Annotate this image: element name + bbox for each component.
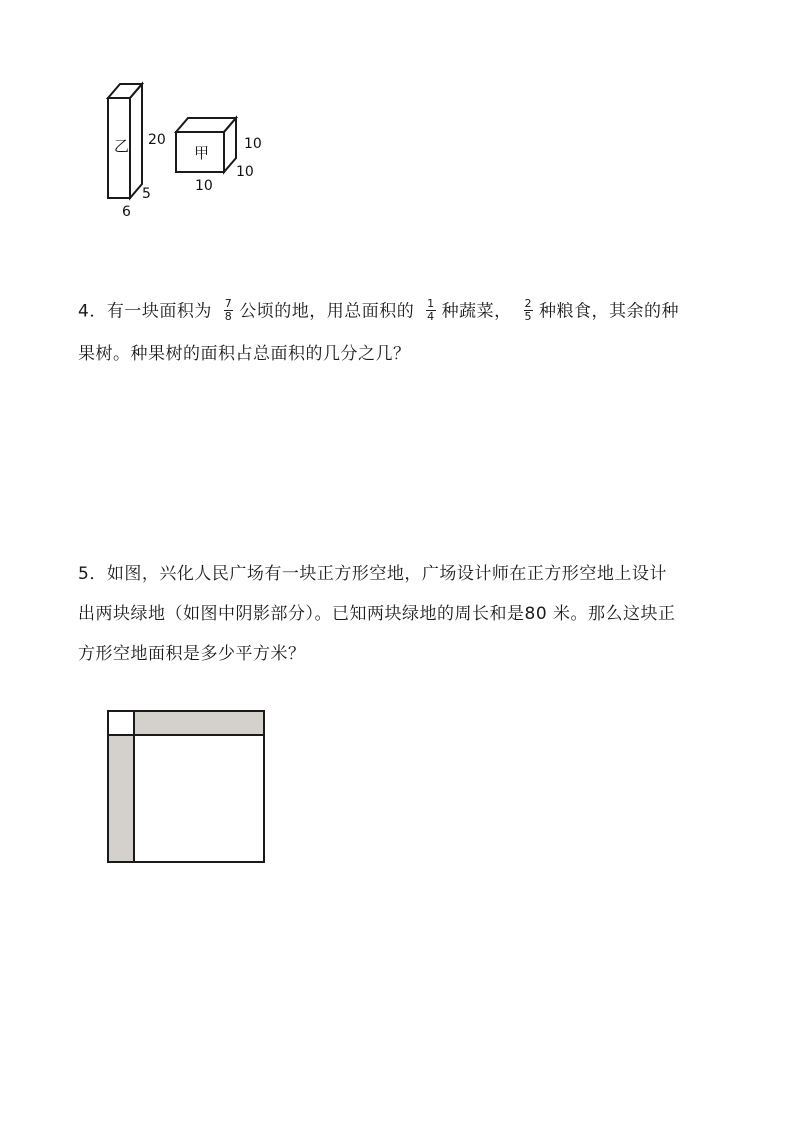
problem5-line3: 方形空地面积是多少平方米？ bbox=[78, 644, 306, 664]
shaded-strip-left bbox=[108, 735, 134, 862]
fraction-vegetable-denominator: 4 bbox=[427, 310, 435, 323]
cube-jia-depth-label: 10 bbox=[236, 164, 254, 180]
problem4-number: 4． bbox=[78, 301, 107, 322]
fraction-grain-numerator: 2 bbox=[524, 297, 533, 310]
fraction-vegetable bbox=[426, 298, 436, 323]
problem4-text-b: 公顷的地，用总面积的 bbox=[239, 301, 415, 322]
cuboid-yi-height-label: 20 bbox=[148, 132, 166, 148]
fraction-vegetable-numerator: 1 bbox=[427, 297, 435, 310]
cuboid-yi-depth-label: 5 bbox=[142, 186, 151, 202]
fraction-grain-denominator: 5 bbox=[524, 310, 533, 323]
cube-jia-width-label: 10 bbox=[195, 178, 213, 194]
fraction-grain bbox=[524, 298, 534, 323]
shaded-strip-top bbox=[134, 711, 264, 735]
square-diagram bbox=[104, 708, 268, 866]
square-figure bbox=[104, 708, 268, 866]
cuboid-yi-width-label: 6 bbox=[122, 204, 131, 220]
cube-jia-label: 甲 bbox=[194, 144, 210, 162]
problem5-line2: 出两块绿地（如图中阴影部分）。已知两块绿地的周长和是80 米。那么这块正 bbox=[78, 604, 676, 624]
problem4-line1 bbox=[78, 299, 679, 324]
fraction-area-denominator: 8 bbox=[224, 310, 233, 323]
problem5-line1: 5．如图，兴化人民广场有一块正方形空地，广场设计师在正方形空地上设计 bbox=[78, 564, 667, 584]
fraction-area-numerator: 7 bbox=[224, 297, 233, 310]
cube-jia-height-label: 10 bbox=[244, 136, 262, 152]
problem4-text-c: 种蔬菜， bbox=[441, 301, 512, 322]
problem4-text-d: 种粮食，其余的种 bbox=[539, 301, 680, 322]
cuboid-figure bbox=[100, 78, 280, 228]
cuboid-diagram bbox=[100, 78, 280, 228]
problem4-text-a: 有一块面积为 bbox=[106, 301, 212, 322]
fraction-area bbox=[224, 298, 234, 323]
problem4-line2: 果树。种果树的面积占总面积的几分之几？ bbox=[78, 344, 411, 364]
cuboid-yi-label: 乙 bbox=[114, 137, 130, 155]
